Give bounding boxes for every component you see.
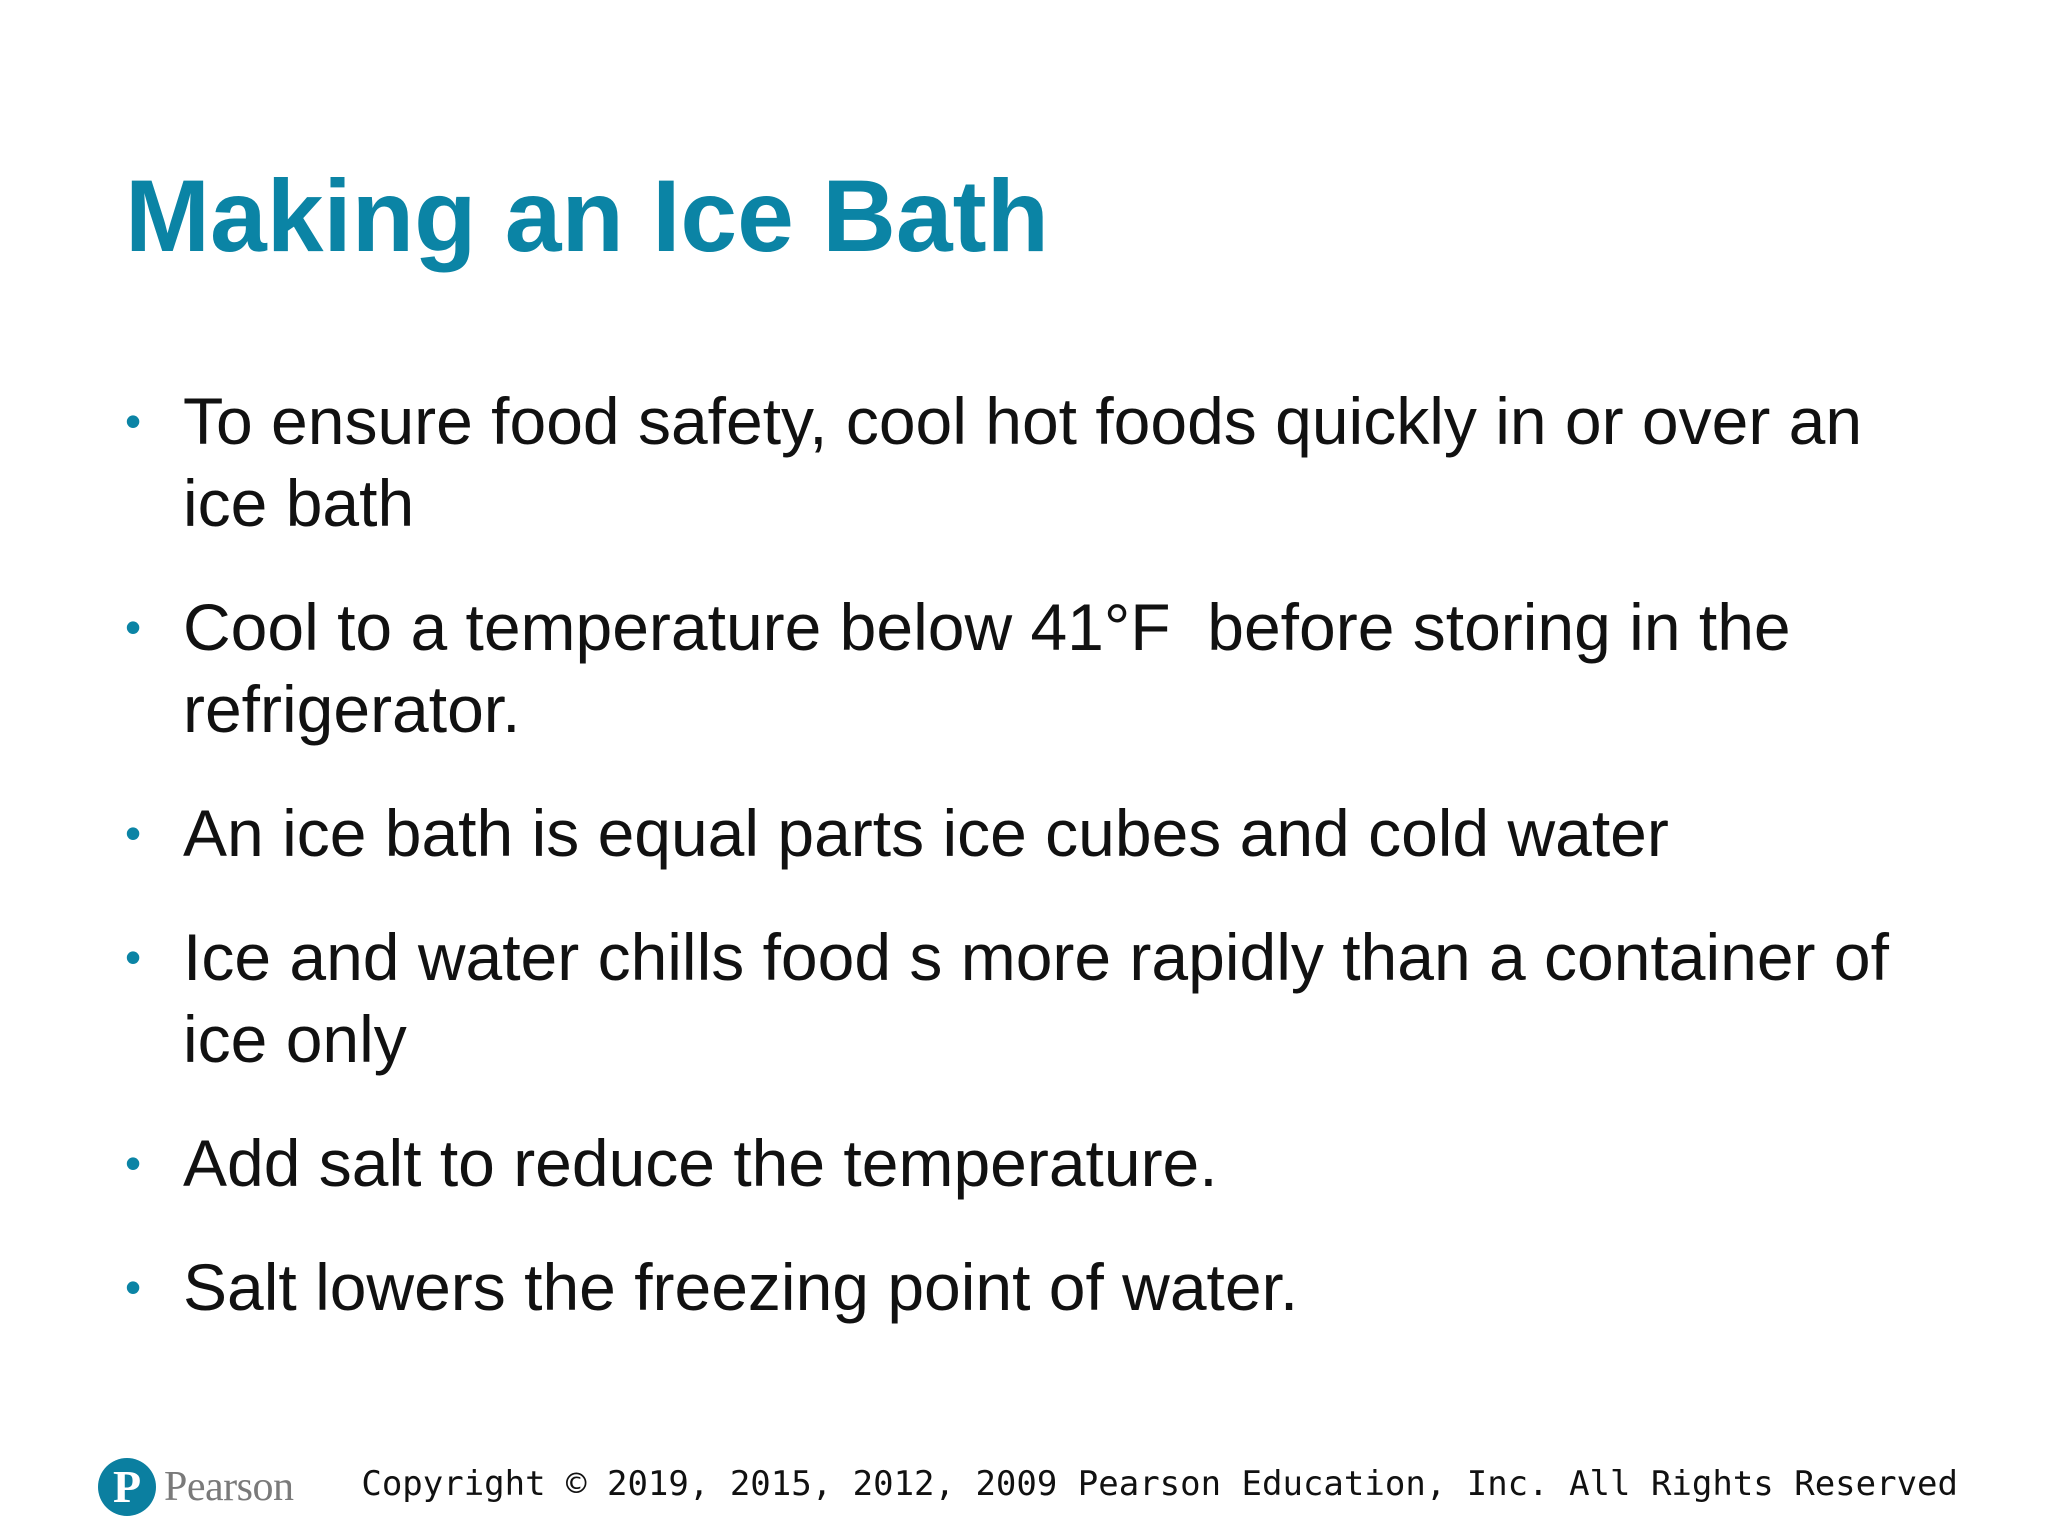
copyright-notice: Copyright © 2019, 2015, 2012, 2009 Pearson Education, Inc. All Rights Reserved: [361, 1464, 1958, 1504]
bullet-item: [125, 1122, 1945, 1204]
bullet-text: Cool to a temperature below 41°F before storing in the refrigerator.: [183, 590, 1809, 746]
pearson-logo-icon: [98, 1458, 156, 1516]
bullet-text: Ice and water chills food s more rapidly than a container of ice only: [183, 920, 1889, 1076]
bullet-text: Add salt to reduce the temperature.: [183, 1126, 1218, 1200]
pearson-logo-letter: P: [112, 1461, 142, 1512]
bullet-marker: •: [125, 601, 142, 653]
bullet-text: Salt lowers the freezing point of water.: [183, 1250, 1299, 1324]
bullet-item: [125, 380, 1945, 544]
bullet-list: [125, 380, 1945, 1370]
bullet-item: [125, 916, 1945, 1080]
bullet-marker: •: [125, 1137, 142, 1189]
pearson-logo-text: Pearson: [164, 1464, 294, 1510]
pearson-logo: [98, 1452, 293, 1522]
bullet-text: To ensure food safety, cool hot foods quickly in or over an ice bath: [183, 384, 1863, 540]
bullet-marker: •: [125, 1261, 142, 1313]
bullet-marker: •: [125, 395, 142, 447]
bullet-text: An ice bath is equal parts ice cubes and cold water: [183, 796, 1669, 870]
bullet-marker: •: [125, 807, 142, 859]
bullet-marker: •: [125, 931, 142, 983]
bullet-item: [125, 1246, 1945, 1328]
bullet-item: [125, 586, 1945, 750]
bullet-item: [125, 792, 1945, 874]
slide-title: Making an Ice Bath: [125, 159, 1049, 273]
